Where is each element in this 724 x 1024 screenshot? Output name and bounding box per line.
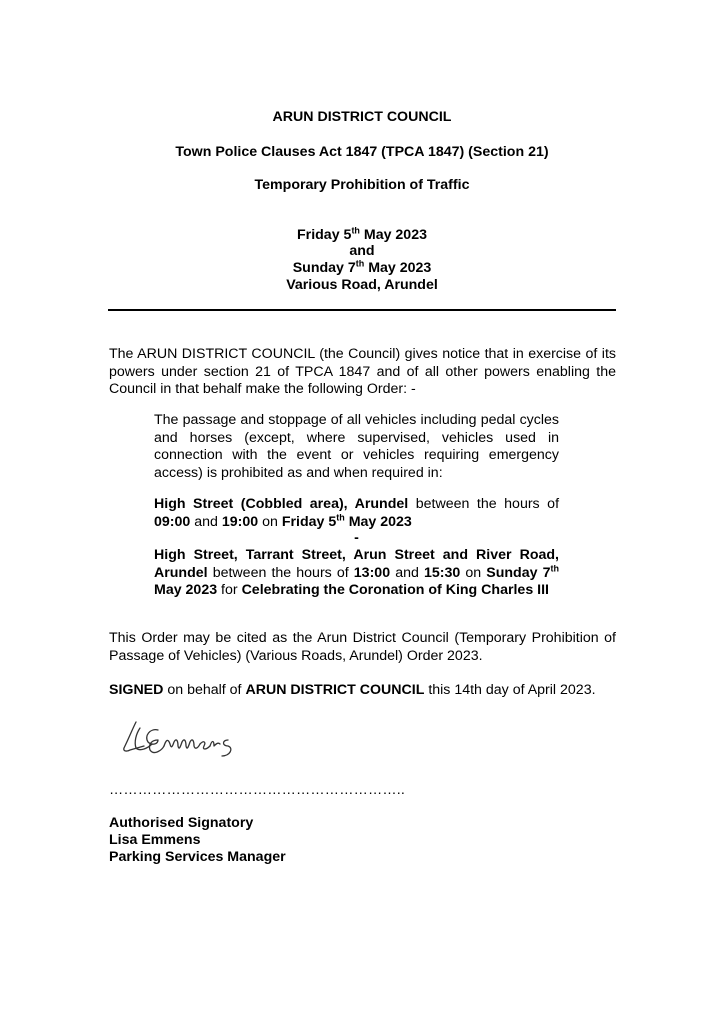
item1-on: on <box>258 513 282 530</box>
intro-paragraph: The ARUN DISTRICT COUNCIL (the Council) gives notice that in exercise of its powers under section 21 of TPCA 1847 and of all other powers enabling the Council in that behalf make the following Order: - <box>109 346 616 397</box>
handwritten-signature <box>118 718 246 762</box>
and-line: and <box>349 243 375 259</box>
order-separator: - <box>354 530 359 546</box>
item2-between: between the hours of <box>207 564 354 581</box>
signed-date: this 14th day of April 2023. <box>424 682 596 698</box>
signed-council: ARUN DISTRICT COUNCIL <box>245 682 425 698</box>
item1-end: 19:00 <box>221 513 259 530</box>
date-line-1 <box>0 227 724 243</box>
signed-line <box>109 682 616 700</box>
subject-heading: Temporary Prohibition of Traffic <box>254 177 470 193</box>
item2-event: Celebrating the Coronation of King Charles III <box>241 582 549 598</box>
council-heading: ARUN DISTRICT COUNCIL <box>272 109 452 125</box>
date1-sup: th <box>351 225 360 236</box>
item2-on: on <box>460 564 487 581</box>
location-line: Various Road, Arundel <box>286 277 438 293</box>
item2-and: and <box>390 564 424 581</box>
date1-post: May 2023 <box>359 227 427 243</box>
item2-start: 13:00 <box>353 564 391 581</box>
date2-sup: th <box>355 258 365 269</box>
signatory-name: Lisa Emmens <box>109 832 201 848</box>
signature-dotted-line: …………………………………………………….. <box>109 782 406 798</box>
item1-and: and <box>190 513 222 530</box>
date1-pre: Friday 5 <box>297 227 352 243</box>
item2-date: Sunday 7th May 2023 <box>154 562 559 598</box>
order-item-1 <box>154 496 559 531</box>
date2-pre: Sunday 7 <box>292 260 356 276</box>
item1-start: 09:00 <box>154 513 191 530</box>
date-line-2 <box>0 260 724 276</box>
item2-end: 15:30 <box>423 564 461 581</box>
signatory-role: Parking Services Manager <box>109 849 286 865</box>
citation-paragraph: This Order may be cited as the Arun District Council (Temporary Prohibition of Passage of Vehicles) (Various Roads, Arundel) Order 2023. <box>109 630 616 664</box>
header-divider <box>108 309 616 311</box>
date2-post: May 2023 <box>364 260 432 276</box>
order-item-2 <box>154 547 559 600</box>
signatory-title: Authorised Signatory <box>109 815 254 831</box>
item1-date: Friday 5th May 2023 <box>281 511 412 530</box>
signed-word: SIGNED <box>109 682 164 698</box>
item2-for: for <box>217 582 242 598</box>
svg-text:LEmmens: LEmmens <box>118 718 123 719</box>
item1-road: High Street (Cobbled area), Arundel <box>154 496 409 512</box>
signatory-block <box>109 815 286 866</box>
passage-paragraph: The passage and stoppage of all vehicles including pedal cycles and horses (except, where supervised, vehicles used in connection with the event or vehicles requiring emergency access) is prohibited as and when required in: <box>154 412 559 481</box>
signed-behalf: on behalf of <box>163 682 246 698</box>
item1-between: between the hours of <box>408 496 560 512</box>
act-heading: Town Police Clauses Act 1847 (TPCA 1847) (Section 21) <box>175 144 549 160</box>
item2-road: High Street, Tarrant Street, Arun Street and River Road, Arundel <box>154 547 559 581</box>
